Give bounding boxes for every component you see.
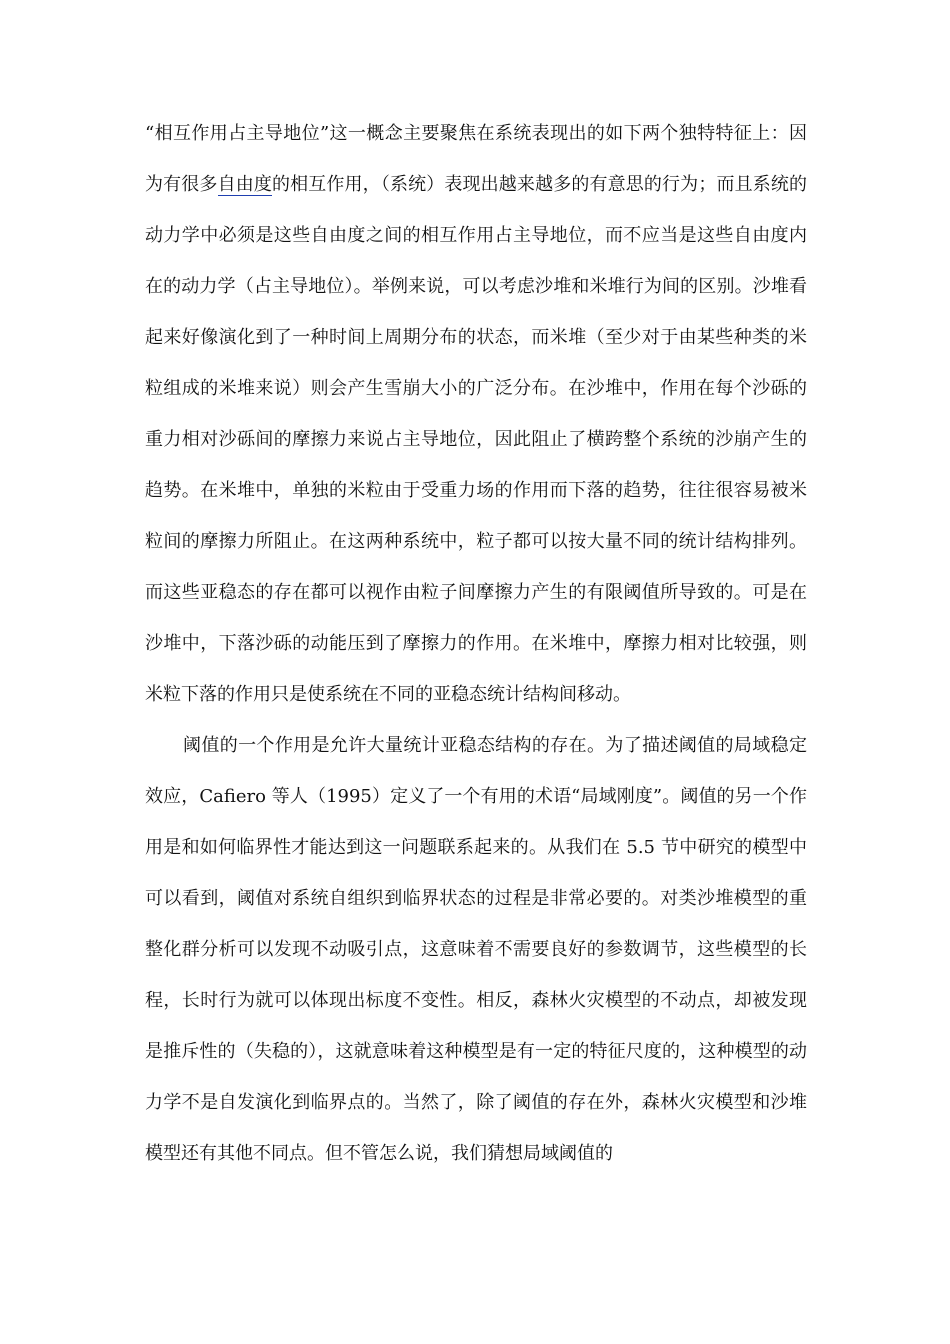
degrees-of-freedom-link[interactable]: 自由度 — [217, 174, 272, 195]
document-body — [145, 108, 807, 1179]
paragraph-1 — [145, 108, 807, 720]
paragraph-1-text-after-link: 的相互作用，（系统）表现出越来越多的有意思的行为；而且系统的动力学中必须是这些自由度之间的相互作用占主导地位，而不应当是这些自由度内在的动力学（占主导地位）。举例来说，可以考虑沙堆和米堆行为间的区别。沙堆看起来好像演化到了一种时间上周期分布的状态，而米堆（至少对于由某些种类的米粒组成的米堆来说）则会产生雪崩大小的广泛分布。在沙堆中，作用在每个沙砾的重力相对沙砾间的摩擦力来说占主导地位，因此阻止了横跨整个系统的沙崩产生的趋势。在米堆中，单独的米粒由于受重力场的作用而下落的趋势，往往很容易被米粒间的摩擦力所阻止。在这两种系统中，粒子都可以按大量不同的统计结构排列。而这些亚稳态的存在都可以视作由粒子间摩擦力产生的有限阈值所导致的。可是在沙堆中，下落沙砾的动能压到了摩擦力的作用。在米堆中，摩擦力相对比较强，则米粒下落的作用只是使系统在不同的亚稳态统计结构间移动。 — [145, 174, 808, 705]
paragraph-2: 阈值的一个作用是允许大量统计亚稳态结构的存在。为了描述阈值的局域稳定效应，Cafiero 等人（1995）定义了一个有用的术语“局域刚度”。阈值的另一个作用是和如何临界性才能达到这一问题联系起来的。从我们在 5.5 节中研究的模型中可以看到，阈值对系统自组织到临界状态的过程是非常必要的。对类沙堆模型的重整化群分析可以发现不动吸引点，这意味着不需要良好的参数调节，这些模型的长程，长时行为就可以体现出标度不变性。相反，森林火灾模型的不动点，却被发现是推斥性的（失稳的），这就意味着这种模型是有一定的特征尺度的，这种模型的动力学不是自发演化到临界点的。当然了，除了阈值的存在外，森林火灾模型和沙堆模型还有其他不同点。但不管怎么说，我们猜想局域阈值的 — [145, 735, 807, 1164]
paragraph-1-text-before-link: “相互作用占主导地位”这一概念主要聚焦在系统表现出的如下两个独特特征上：因为有很多 — [145, 123, 807, 195]
